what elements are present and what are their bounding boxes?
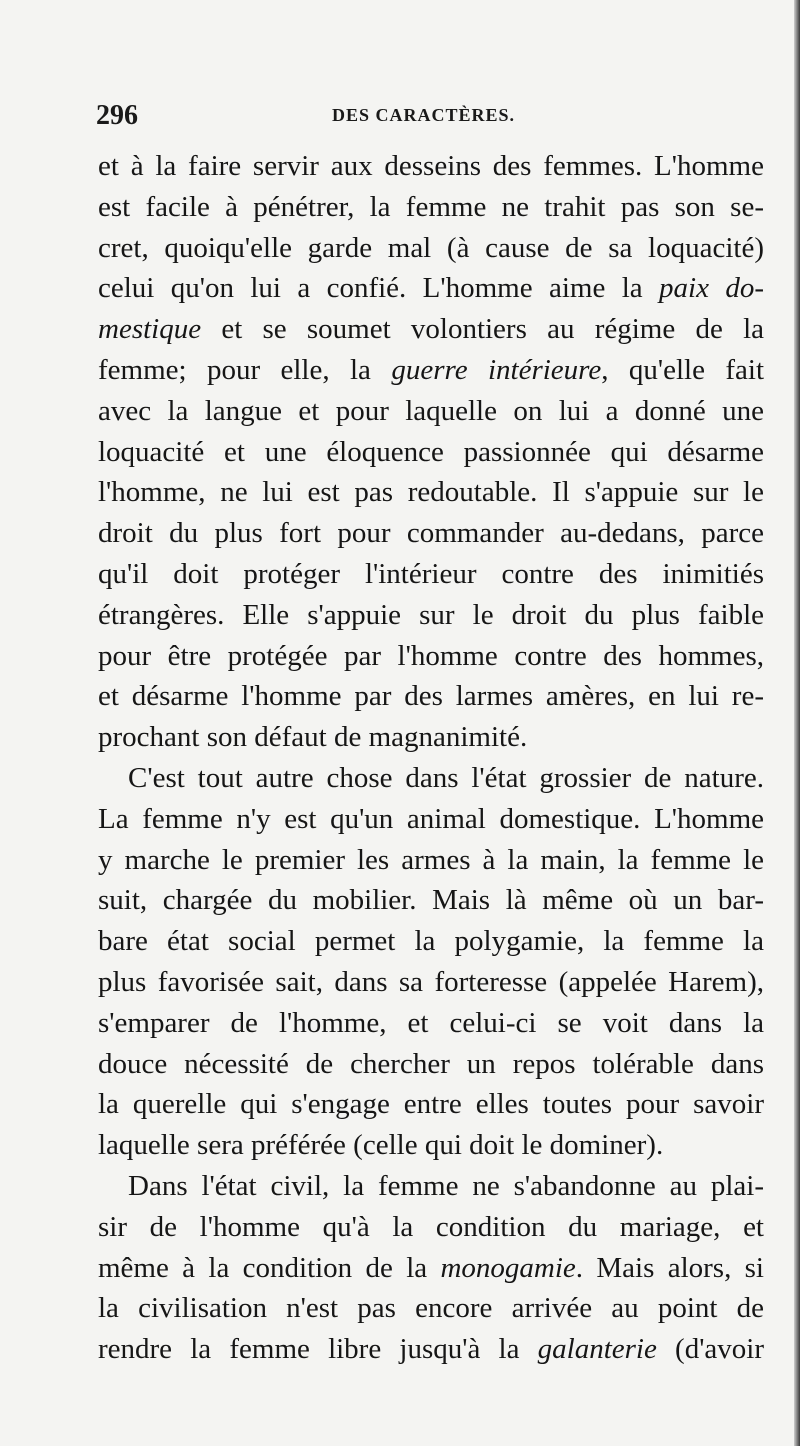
text-line: l'homme, ne lui est pas redoutable. Il s'appuie sur le: [98, 476, 764, 509]
text-line: [98, 309, 764, 350]
page-header: [96, 100, 776, 136]
text-line: avec la langue et pour laquelle on lui a donné une: [98, 394, 764, 427]
text-line: et désarme l'homme par des larmes amères, en lui re-: [98, 680, 764, 713]
text-line: pour être protégée par l'homme contre des hommes,: [98, 639, 764, 672]
text-line: laquelle sera préférée (celle qui doit le dominer).: [98, 1129, 664, 1162]
text-line: suit, chargée du mobilier. Mais là même où un bar-: [98, 884, 764, 917]
text-segment: femme; pour elle, la: [98, 353, 392, 386]
text-line: qu'il doit protéger l'intérieur contre des inimitiés: [98, 557, 764, 590]
italic-term: paix do-: [659, 272, 764, 305]
italic-term: galanterie: [537, 1333, 657, 1366]
text-line: La femme n'y est qu'un animal domestique. L'homme: [98, 802, 764, 835]
text-segment: et se soumet volontiers au régime de la: [201, 313, 764, 346]
italic-term: guerre intérieure: [391, 353, 602, 386]
text-segment: , qu'elle fait: [601, 353, 764, 386]
italic-term: monogamie: [440, 1251, 576, 1284]
text-line: prochant son défaut de magnanimité.: [98, 721, 528, 754]
text-line: et à la faire servir aux desseins des femmes. L'homme: [98, 150, 764, 182]
text-line: C'est tout autre chose dans l'état grossier de nature.: [128, 761, 764, 794]
text-line: la civilisation n'est pas encore arrivée au point de: [98, 1292, 764, 1325]
text-line: droit du plus fort pour commander au-dedans, parce: [98, 517, 764, 550]
text-line: loquacité et une éloquence passionnée qui désarme: [98, 435, 764, 468]
body-text: [98, 146, 764, 1370]
text-line: [98, 1248, 764, 1289]
text-line: [98, 350, 764, 391]
page-edge-shadow: [794, 0, 800, 1446]
text-segment: celui qu'on lui a confié. L'homme aime la: [98, 272, 660, 305]
text-line: étrangères. Elle s'appuie sur le droit du plus faible: [98, 598, 764, 631]
italic-term: mestique: [98, 313, 202, 346]
text-line: la querelle qui s'engage entre elles toutes pour savoir: [98, 1088, 764, 1121]
text-line: est facile à pénétrer, la femme ne trahit pas son se-: [98, 190, 764, 223]
running-head: DES CARACTÈRES.: [332, 105, 516, 125]
text-line: douce nécessité de chercher un repos tolérable dans: [98, 1047, 764, 1080]
text-line: [98, 268, 764, 309]
text-segment: même à la condition de la: [98, 1251, 441, 1284]
text-segment: . Mais alors, si: [575, 1251, 764, 1284]
text-line: Dans l'état civil, la femme ne s'abandonne au plai-: [128, 1169, 764, 1202]
text-line: plus favorisée sait, dans sa forteresse (appelée Harem),: [98, 965, 764, 998]
text-line: sir de l'homme qu'à la condition du mariage, et: [98, 1210, 764, 1243]
text-line: cret, quoiqu'elle garde mal (à cause de sa loquacité): [98, 231, 764, 264]
text-line: s'emparer de l'homme, et celui-ci se voit dans la: [98, 1006, 764, 1039]
page-number: 296: [96, 100, 138, 131]
text-line: [98, 1329, 764, 1370]
text-segment: rendre la femme libre jusqu'à la: [98, 1333, 538, 1366]
text-line: y marche le premier les armes à la main, la femme le: [98, 843, 764, 876]
text-segment: (d'avoir: [656, 1333, 764, 1366]
text-line: bare état social permet la polygamie, la femme la: [98, 925, 764, 958]
